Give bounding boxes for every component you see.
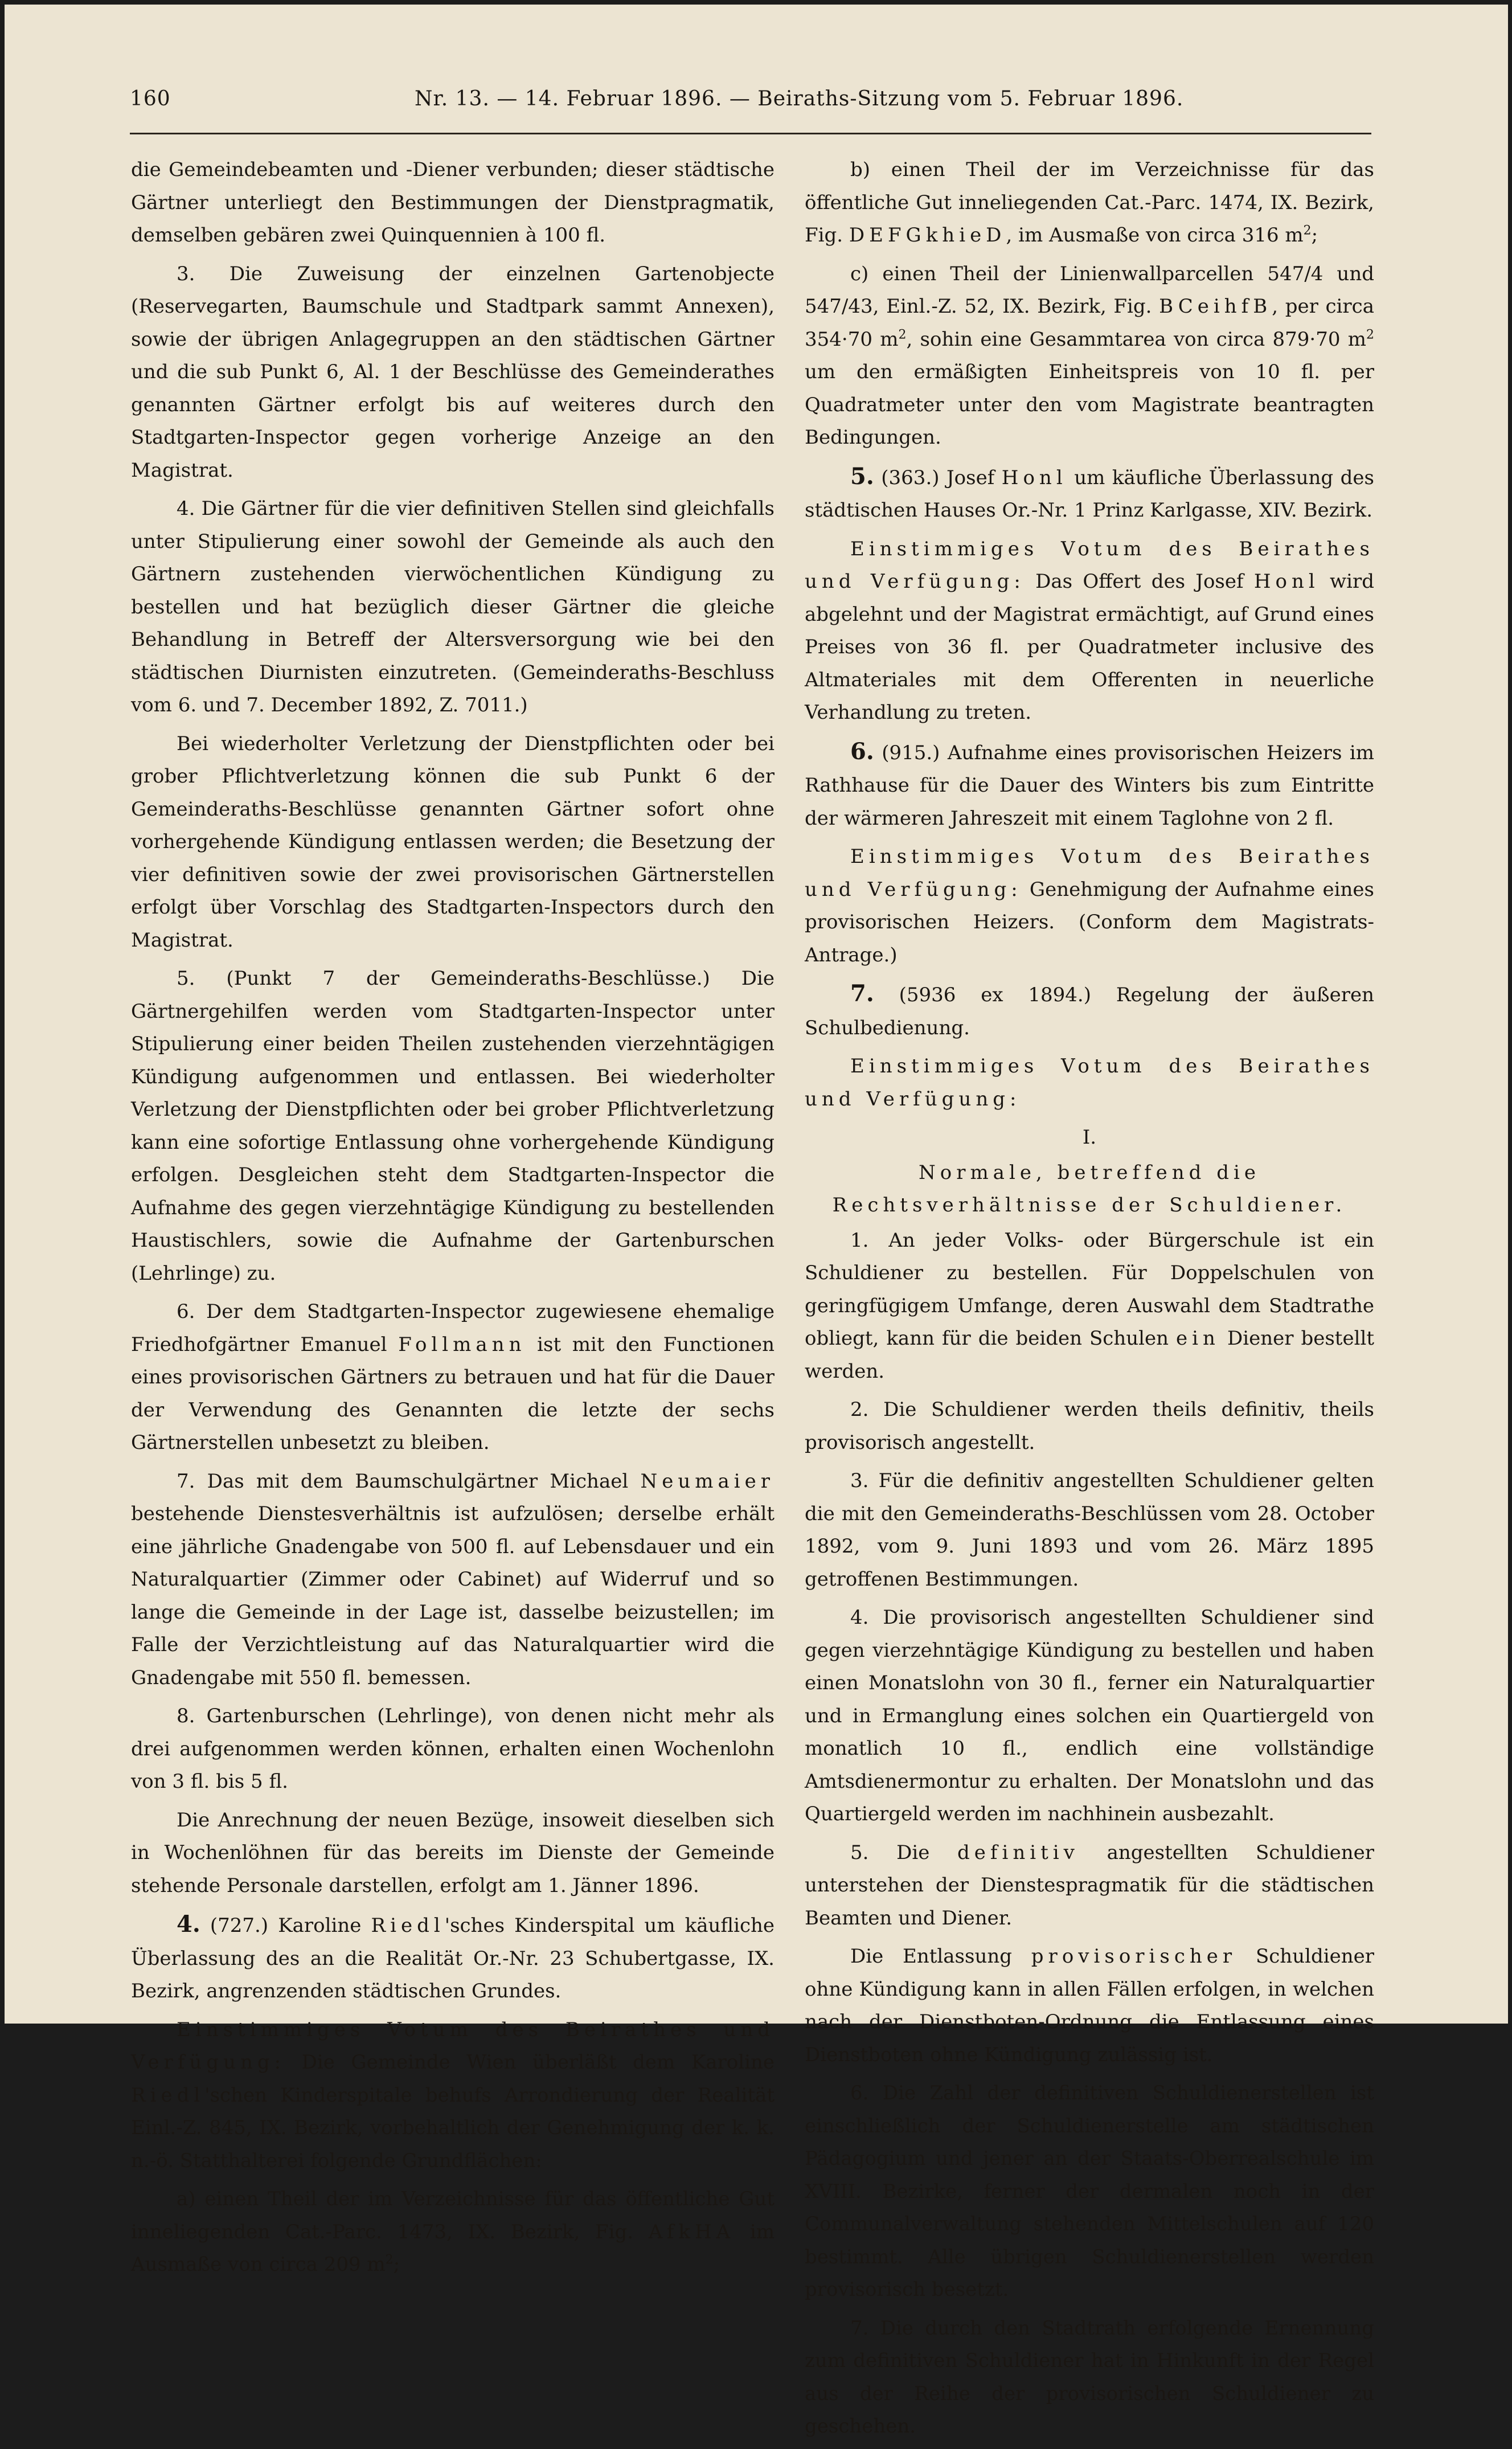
paragraph: 6. Die Zahl der definitiven Schuldienerstellen ist einschließlich der Schuldienerstelle am städtischen Pädagogium und jener an der Staats-Oberrealschule im XVIII. Bezirke, ferner der dermalen noch in der Communalverwaltung stehenden Mittelschulen auf 120 bestimmt. Alle übrigen Schuldienerstellen werden provisorisch besetzt. <box>805 2082 1374 2301</box>
text: , per circa 354·70 m <box>805 295 1374 351</box>
person-name: Follmann <box>398 1333 526 1356</box>
left-column <box>131 154 775 2287</box>
text: (915.) Aufnahme eines provisorischen Heizers im Rathhause für die Dauer des Winters bis zum Eintritte der wärmeren Jahreszeit mit einem Taglohne von 2 fl. <box>805 741 1374 830</box>
text: , im Ausmaße von circa 316 m <box>1006 224 1304 247</box>
superscript: 2 <box>898 327 907 342</box>
text: Schuldiener ohne Kündigung kann in allen Fällen erfolgen, in welchen nach der Dienstboten-Ordnung die Entlassung eines Dienstboten ohne Kündigung zulässig ist. <box>805 1945 1375 2066</box>
person-name: Neumaier <box>640 1469 775 1493</box>
vote-label: Einstimmiges Votum des Beirathes und Verfügung: <box>131 2018 775 2074</box>
paragraph <box>131 1465 775 1695</box>
section-number: I. <box>1082 1126 1097 1149</box>
item-number: 5. <box>850 462 874 490</box>
text: Die Gemeinde Wien überläßt dem Karoline <box>301 2051 775 2074</box>
paragraph: 7. Die durch den Stadtrath erfolgende Ernennung zum definitiven Schuldiener hat in Hinkunft in der Regel aus der Reihe der provisorischen Schuldiener zu geschehen. <box>805 2316 1374 2438</box>
paragraph: 2. Die Schuldiener werden theils definitiv, theils provisorisch angestellt. <box>805 1398 1374 1454</box>
text: 'schen Kinderspitale behufs Arrondierung der Realität Einl.-Z. 845, IX. Bezirk, vorbehaltlich der Genehmigung der k. k. n.-ö. Statthalterei folgende Grundflächen: <box>131 2083 775 2172</box>
figure-label: DEFGkhieD <box>849 224 1006 247</box>
paragraph <box>805 1940 1374 2071</box>
person-name: Riedl <box>131 2083 205 2107</box>
agenda-item-5 <box>805 460 1374 527</box>
page-header <box>130 87 1371 121</box>
paragraph: 3. Die Zuweisung der einzelnen Gartenobjecte (Reservegarten, Baumschule und Stadtpark sammt Annexen), sowie der übrigen Anlagegruppen an den städtischen Gärtner und die sub Punkt 6, Al. 1 der Beschlüsse des Gemeinderathes genannten Gärtner erfolgt bis auf weiteres durch den Stadtgarten-Inspector gegen vorherige Anzeige an den Magistrat. <box>131 262 775 482</box>
text: c) einen Theil der Linienwallparcellen 547/4 und 547/43, Einl.-Z. 52, IX. Bezirk, Fig. <box>805 262 1374 318</box>
resolution <box>805 1050 1374 1116</box>
item-number: 6. <box>850 738 874 765</box>
page-number: 160 <box>130 87 171 110</box>
page-title: Nr. 13. — 14. Februar 1896. — Beiraths-Sitzung vom 5. Februar 1896. <box>415 87 1184 110</box>
text: 7. Das mit dem Baumschulgärtner Michael <box>177 1469 629 1493</box>
text: wird abgelehnt und der Magistrat ermächtigt, auf Grund eines Preises von 36 fl. per Quadratmeter inclusive des Altmateriales mit dem Offerenten in neuerliche Verhandlung zu treten. <box>805 570 1375 724</box>
figure-label: BCeihfB <box>1159 295 1272 318</box>
emphasis: provisorischer <box>1031 1945 1237 1968</box>
emphasis: ein <box>1176 1327 1220 1350</box>
emphasis: definitiv <box>957 1841 1079 1864</box>
text: Die Entlassung <box>850 1945 1013 1968</box>
person-name: Honl <box>1253 570 1320 593</box>
figure-label: AfkHA <box>648 2220 735 2243</box>
paragraph: Die Anrechnung der neuen Bezüge, insoweit dieselben sich in Wochenlöhnen für das bereits im Dienste der Gemeinde stehende Personale darstellen, erfolgt am 1. Jänner 1896. <box>131 1808 775 1897</box>
agenda-item-7 <box>805 977 1374 1045</box>
text: im Ausmaße von circa 209 m <box>131 2220 775 2276</box>
paragraph: 4. Die Gärtner für die vier definitiven Stellen sind gleichfalls unter Stipulierung einer sowohl der Gemeinde als auch den Gärtnern zustehenden vierwöchentlichen Kündigung zu bestellen und hat bezüglich dieser Gärtner die gleiche Behandlung in Betreff der Altersversorgung wie bei den städtischen Diurnisten einzutreten. (Gemeinderaths-Beschluss vom 6. und 7. December 1892, Z. 7011.) <box>131 497 775 716</box>
newspaper-page <box>5 5 1508 2438</box>
header-rule <box>130 133 1371 134</box>
text: a) einen Theil der im Verzeichnisse für das öffentliche Gut inneliegenden Cat.-Parc. 1473, IX. Bezirk, Fig. <box>131 2188 775 2243</box>
vote-label: Einstimmiges Votum des Beirathes und Verfügung: <box>805 845 1374 901</box>
text: (727.) Karoline <box>210 1914 362 1937</box>
text: bestehende Dienstesverhältnis ist aufzulösen; derselbe erhält eine jährliche Gnadengabe von 500 fl. auf Lebensdauer und ein Naturalquartier (Zimmer oder Cabinet) auf Widerruf und so lange die Gemeinde in der Lage ist, dasselbe beizustellen; im Falle der Verzichtleistung auf das Naturalquartier wird die Gnadengabe mit 550 fl. bemessen. <box>131 1502 775 1689</box>
sub-item <box>131 2183 775 2282</box>
resolution <box>805 841 1374 972</box>
sub-item <box>805 258 1374 454</box>
superscript: 2 <box>385 2253 394 2267</box>
text: ; <box>1311 224 1318 247</box>
person-name: Honl <box>1001 466 1067 489</box>
agenda-item-4 <box>131 1908 775 2008</box>
text: (5936 ex 1894.) Regelung der äußeren Schulbedienung. <box>805 984 1374 1039</box>
text: Das Offert des Josef <box>1035 570 1244 593</box>
text: Diener bestellt werden. <box>805 1327 1374 1383</box>
item-number: 4. <box>177 1911 200 1938</box>
text: angestellten Schuldiener unterstehen der Dienstespragmatik für die städtischen Beamten und Diener. <box>805 1841 1374 1930</box>
text: b) einen Theil der im Verzeichnisse für das öffentliche Gut inneliegenden Cat.-Parc. 1474, IX. Bezirk, Fig. <box>805 158 1374 247</box>
resolution <box>805 533 1374 730</box>
paragraph: 5. (Punkt 7 der Gemeinderaths-Beschlüsse.) Die Gärtnergehilfen werden vom Stadtgarten-Inspector unter Stipulierung einer beiden Theilen zustehenden vierzehntägigen Kündigung aufgenommen und entlassen. Bei wiederholter Verletzung der Dienstpflichten oder bei grober Pflichtverletzung kann eine sofortige Entlassung ohne vorhergehende Kündigung erfolgen. Desgleichen steht dem Stadtgarten-Inspector die Aufnahme des gegen vierzehntägige Kündigung zu bestellenden Haustischlers, sowie die Aufnahme der Gartenburschen (Lehrlinge) zu. <box>131 967 775 1285</box>
paragraph <box>805 1224 1374 1389</box>
resolution <box>131 2014 775 2178</box>
item-number: 7. <box>850 980 874 1007</box>
text: 5. Die <box>850 1841 930 1864</box>
text: 1. An jeder Volks- oder Bürgerschule ist ein Schuldiener zu bestellen. Für Doppelschulen von geringfügigem Umfange, deren Auswahl dem Stadtrathe obliegt, kann für die beiden Schulen <box>805 1228 1374 1350</box>
paragraph <box>805 1837 1374 1935</box>
text: Genehmigung der Aufnahme eines provisorischen Heizers. (Conform dem Magistrats-Antrage.) <box>805 878 1375 967</box>
text: ist mit den Functionen eines provisorischen Gärtners zu betrauen und hat für die Dauer der Verwendung des Genannten die letzte der sechs Gärtnerstellen unbesetzt zu bleiben. <box>131 1333 775 1454</box>
superscript: 2 <box>1366 327 1374 342</box>
paragraph: Bei wiederholter Verletzung der Dienstpflichten oder bei grober Pflichtverletzung können die sub Punkt 6 der Gemeinderaths-Beschlüsse genannten Gärtner sofort ohne vorhergehende Kündigung entlassen werden; die Besetzung der vier definitiven sowie der zwei provisorischen Gärtnerstellen erfolgt über Vorschlag des Stadtgarten-Inspectors durch den Magistrat. <box>131 732 775 952</box>
text: um den ermäßigten Einheitspreis von 10 fl. per Quadratmeter unter den vom Magistrate beantragten Bedingungen. <box>805 361 1374 449</box>
section-heading: Normale, betreffend die Rechtsverhältnisse der Schuldiener. <box>832 1161 1347 1217</box>
paragraph: 4. Die provisorisch angestellten Schuldiener sind gegen vierzehntägige Kündigung zu bestellen und haben einen Monatslohn von 30 fl., ferner ein Naturalquartier und in Ermanglung eines solchen ein Quartiergeld von monatlich 10 fl., endlich eine vollständige Amtsdienermontur zu erhalten. Der Monatslohn und das Quartiergeld werden im nachhinein ausbezahlt. <box>805 1606 1374 1825</box>
paragraph: 3. Für die definitiv angestellten Schuldiener gelten die mit den Gemeinderaths-Beschlüssen vom 28. October 1892, vom 9. Juni 1893 und vom 26. März 1895 getroffenen Bestimmungen. <box>805 1469 1374 1591</box>
text: 'sches Kinderspital um käufliche Überlassung des an die Realität Or.-Nr. 23 Schubertgasse, IX. Bezirk, angrenzenden städtischen Grundes. <box>131 1914 775 2002</box>
text: ; <box>393 2253 400 2276</box>
vote-label: Einstimmiges Votum des Beirathes und Verfügung: <box>805 537 1374 593</box>
vote-label: Einstimmiges Votum des Beirathes und Verfügung: <box>805 1055 1374 1111</box>
right-column <box>805 154 1374 2449</box>
text: um käufliche Überlassung des städtischen Hauses Or.-Nr. 1 Prinz Karlgasse, XIV. Bezirk. <box>805 466 1374 522</box>
paragraph <box>131 1296 775 1460</box>
text: (363.) Josef <box>881 466 995 489</box>
agenda-item-6 <box>805 735 1374 836</box>
paragraph: 8. Gartenburschen (Lehrlinge), von denen nicht mehr als drei aufgenommen werden können, erhalten einen Wochenlohn von 3 fl. bis 5 fl. <box>131 1705 775 1793</box>
paragraph: die Gemeindebeamten und -Diener verbunden; dieser städtische Gärtner unterliegt den Bestimmungen der Dienstpragmatik, demselben gebären zwei Quinquennien à 100 fl. <box>131 158 775 247</box>
person-name: Riedl <box>371 1914 445 1937</box>
text: 6. Der dem Stadtgarten-Inspector zugewiesene ehemalige Friedhofgärtner Emanuel <box>131 1300 775 1356</box>
text: , sohin eine Gesammtarea von circa 879·70 m <box>906 327 1366 351</box>
sub-item <box>805 154 1374 252</box>
superscript: 2 <box>1303 223 1312 238</box>
